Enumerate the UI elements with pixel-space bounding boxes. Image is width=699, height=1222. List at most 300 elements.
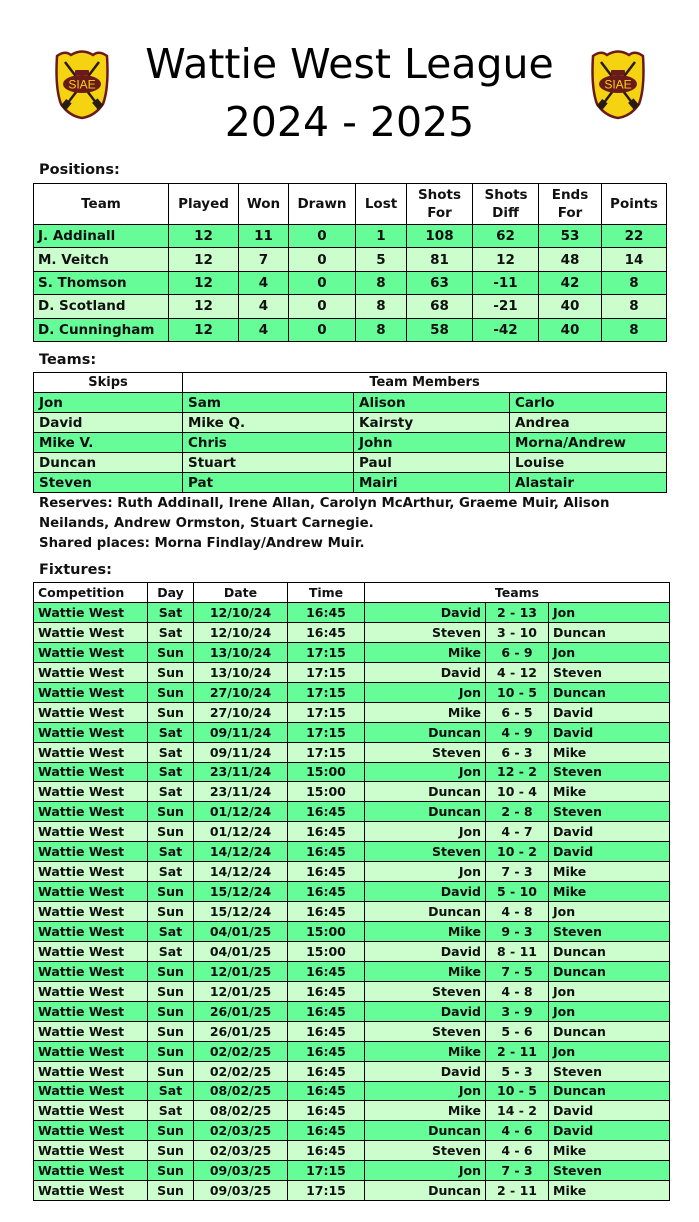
competition: Wattie West bbox=[34, 882, 148, 902]
won: 4 bbox=[239, 295, 289, 318]
day: Sun bbox=[148, 822, 194, 842]
score: 14 - 2 bbox=[486, 1101, 549, 1121]
won: 4 bbox=[239, 271, 289, 294]
drawn: 0 bbox=[289, 318, 356, 341]
day: Sun bbox=[148, 882, 194, 902]
fixture-row bbox=[34, 862, 670, 882]
fixture-row bbox=[34, 762, 670, 782]
competition: Wattie West bbox=[34, 941, 148, 961]
member-name: Mike Q. bbox=[183, 413, 354, 433]
time: 16:45 bbox=[288, 902, 365, 922]
time: 16:45 bbox=[288, 1001, 365, 1021]
time: 16:45 bbox=[288, 1021, 365, 1041]
lost: 8 bbox=[356, 295, 407, 318]
fixture-row bbox=[34, 882, 670, 902]
score: 4 - 12 bbox=[486, 662, 549, 682]
home-team: Jon bbox=[365, 762, 486, 782]
day: Sun bbox=[148, 1061, 194, 1081]
date: 09/03/25 bbox=[194, 1161, 288, 1181]
home-team: Duncan bbox=[365, 722, 486, 742]
score: 7 - 5 bbox=[486, 961, 549, 981]
skip-name: Jon bbox=[34, 393, 183, 413]
home-team: Jon bbox=[365, 682, 486, 702]
day: Sun bbox=[148, 1141, 194, 1161]
away-team: David bbox=[549, 1101, 670, 1121]
score: 5 - 6 bbox=[486, 1021, 549, 1041]
team-name: D. Cunningham bbox=[34, 318, 169, 341]
drawn: 0 bbox=[289, 225, 356, 248]
day: Sun bbox=[148, 802, 194, 822]
time: 16:45 bbox=[288, 1061, 365, 1081]
fixture-row bbox=[34, 742, 670, 762]
date: 15/12/24 bbox=[194, 882, 288, 902]
page-title: Wattie West League bbox=[145, 40, 554, 88]
away-team: Mike bbox=[549, 1141, 670, 1161]
day: Sat bbox=[148, 742, 194, 762]
reserves-text: Reserves: Ruth Addinall, Irene Allan, Carolyn McArthur, Graeme Muir, Alison Neilands, Andrew Ormston, Stuart Carnegie. bbox=[39, 496, 610, 531]
member-name: Sam bbox=[183, 393, 354, 413]
home-team: Steven bbox=[365, 981, 486, 1001]
score: 10 - 5 bbox=[486, 1081, 549, 1101]
day: Sun bbox=[148, 1001, 194, 1021]
member-name: Alastair bbox=[510, 473, 667, 493]
teams-table bbox=[33, 372, 667, 493]
home-team: David bbox=[365, 662, 486, 682]
shots-for: 108 bbox=[407, 225, 473, 248]
away-team: Duncan bbox=[549, 941, 670, 961]
home-team: Jon bbox=[365, 822, 486, 842]
fixture-row bbox=[34, 722, 670, 742]
won: 7 bbox=[239, 248, 289, 271]
date: 01/12/24 bbox=[194, 822, 288, 842]
score: 2 - 13 bbox=[486, 603, 549, 623]
team-name: D. Scotland bbox=[34, 295, 169, 318]
col-time: Time bbox=[288, 583, 365, 603]
away-team: Steven bbox=[549, 1061, 670, 1081]
away-team: Mike bbox=[549, 862, 670, 882]
date: 02/03/25 bbox=[194, 1121, 288, 1141]
score: 5 - 10 bbox=[486, 882, 549, 902]
col-day: Day bbox=[148, 583, 194, 603]
time: 17:15 bbox=[288, 722, 365, 742]
competition: Wattie West bbox=[34, 842, 148, 862]
away-team: Mike bbox=[549, 882, 670, 902]
away-team: Steven bbox=[549, 922, 670, 942]
date: 12/10/24 bbox=[194, 622, 288, 642]
standings-row bbox=[34, 318, 667, 341]
time: 15:00 bbox=[288, 762, 365, 782]
fixture-row bbox=[34, 1041, 670, 1061]
fixture-row bbox=[34, 922, 670, 942]
lost: 5 bbox=[356, 248, 407, 271]
score: 3 - 9 bbox=[486, 1001, 549, 1021]
points: 8 bbox=[602, 295, 667, 318]
home-team: Duncan bbox=[365, 1181, 486, 1201]
shots-for: 63 bbox=[407, 271, 473, 294]
fixture-row bbox=[34, 1161, 670, 1181]
team-row bbox=[34, 393, 667, 413]
col-ends-for bbox=[539, 184, 602, 225]
col-ends-for-label: Ends For bbox=[551, 187, 589, 221]
shots-diff: -21 bbox=[473, 295, 539, 318]
won: 11 bbox=[239, 225, 289, 248]
home-team: Jon bbox=[365, 1081, 486, 1101]
competition: Wattie West bbox=[34, 642, 148, 662]
day: Sun bbox=[148, 1181, 194, 1201]
date: 12/10/24 bbox=[194, 603, 288, 623]
teams-header-row bbox=[34, 373, 667, 393]
fixtures-heading: Fixtures: bbox=[39, 562, 112, 578]
day: Sun bbox=[148, 682, 194, 702]
score: 2 - 11 bbox=[486, 1181, 549, 1201]
competition: Wattie West bbox=[34, 961, 148, 981]
time: 15:00 bbox=[288, 922, 365, 942]
competition: Wattie West bbox=[34, 902, 148, 922]
fixture-row bbox=[34, 662, 670, 682]
competition: Wattie West bbox=[34, 782, 148, 802]
home-team: Mike bbox=[365, 1041, 486, 1061]
day: Sat bbox=[148, 782, 194, 802]
col-lost: Lost bbox=[356, 184, 407, 225]
date: 04/01/25 bbox=[194, 941, 288, 961]
standings-row bbox=[34, 225, 667, 248]
away-team: Jon bbox=[549, 1041, 670, 1061]
date: 23/11/24 bbox=[194, 762, 288, 782]
skip-name: Mike V. bbox=[34, 433, 183, 453]
shared-places-text: Shared places: Morna Findlay/Andrew Muir. bbox=[39, 536, 365, 551]
points: 8 bbox=[602, 271, 667, 294]
date: 12/01/25 bbox=[194, 961, 288, 981]
drawn: 0 bbox=[289, 271, 356, 294]
away-team: Jon bbox=[549, 642, 670, 662]
competition: Wattie West bbox=[34, 1181, 148, 1201]
score: 6 - 3 bbox=[486, 742, 549, 762]
away-team: Steven bbox=[549, 662, 670, 682]
day: Sun bbox=[148, 1021, 194, 1041]
ends-for: 53 bbox=[539, 225, 602, 248]
score: 4 - 6 bbox=[486, 1121, 549, 1141]
score: 2 - 11 bbox=[486, 1041, 549, 1061]
score: 3 - 10 bbox=[486, 622, 549, 642]
date: 08/02/25 bbox=[194, 1081, 288, 1101]
day: Sun bbox=[148, 902, 194, 922]
competition: Wattie West bbox=[34, 862, 148, 882]
date: 01/12/24 bbox=[194, 802, 288, 822]
time: 16:45 bbox=[288, 1121, 365, 1141]
time: 17:15 bbox=[288, 702, 365, 722]
team-row bbox=[34, 473, 667, 493]
fixture-row bbox=[34, 1121, 670, 1141]
day: Sun bbox=[148, 662, 194, 682]
away-team: Jon bbox=[549, 603, 670, 623]
home-team: Jon bbox=[365, 862, 486, 882]
col-shots-for-label: Shots For bbox=[417, 187, 462, 221]
team-row bbox=[34, 453, 667, 473]
col-date: Date bbox=[194, 583, 288, 603]
competition: Wattie West bbox=[34, 1041, 148, 1061]
day: Sat bbox=[148, 603, 194, 623]
date: 15/12/24 bbox=[194, 902, 288, 922]
fixture-row bbox=[34, 622, 670, 642]
points: 14 bbox=[602, 248, 667, 271]
away-team: David bbox=[549, 842, 670, 862]
away-team: Duncan bbox=[549, 961, 670, 981]
score: 5 - 3 bbox=[486, 1061, 549, 1081]
shots-for: 81 bbox=[407, 248, 473, 271]
away-team: Mike bbox=[549, 1181, 670, 1201]
date: 14/12/24 bbox=[194, 862, 288, 882]
day: Sat bbox=[148, 1101, 194, 1121]
fixture-row bbox=[34, 822, 670, 842]
fixture-row bbox=[34, 642, 670, 662]
shots-diff: -42 bbox=[473, 318, 539, 341]
home-team: Mike bbox=[365, 961, 486, 981]
competition: Wattie West bbox=[34, 622, 148, 642]
time: 16:45 bbox=[288, 1101, 365, 1121]
col-teams: Teams bbox=[365, 583, 670, 603]
home-team: Steven bbox=[365, 842, 486, 862]
away-team: Jon bbox=[549, 1001, 670, 1021]
fixture-row bbox=[34, 1181, 670, 1201]
time: 16:45 bbox=[288, 622, 365, 642]
score: 6 - 5 bbox=[486, 702, 549, 722]
col-shots-diff bbox=[473, 184, 539, 225]
day: Sun bbox=[148, 1041, 194, 1061]
shots-diff: 62 bbox=[473, 225, 539, 248]
team-row bbox=[34, 433, 667, 453]
time: 16:45 bbox=[288, 822, 365, 842]
date: 27/10/24 bbox=[194, 702, 288, 722]
date: 09/11/24 bbox=[194, 742, 288, 762]
fixture-row bbox=[34, 1021, 670, 1041]
away-team: Steven bbox=[549, 762, 670, 782]
score: 7 - 3 bbox=[486, 862, 549, 882]
date: 26/01/25 bbox=[194, 1021, 288, 1041]
time: 17:15 bbox=[288, 682, 365, 702]
away-team: Steven bbox=[549, 802, 670, 822]
home-team: Steven bbox=[365, 1021, 486, 1041]
fixture-row bbox=[34, 802, 670, 822]
home-team: Mike bbox=[365, 702, 486, 722]
competition: Wattie West bbox=[34, 762, 148, 782]
col-played: Played bbox=[169, 184, 239, 225]
competition: Wattie West bbox=[34, 981, 148, 1001]
away-team: Steven bbox=[549, 1161, 670, 1181]
day: Sun bbox=[148, 642, 194, 662]
home-team: Steven bbox=[365, 622, 486, 642]
score: 4 - 8 bbox=[486, 981, 549, 1001]
fixture-row bbox=[34, 1101, 670, 1121]
home-team: David bbox=[365, 941, 486, 961]
member-name: Chris bbox=[183, 433, 354, 453]
day: Sun bbox=[148, 702, 194, 722]
score: 9 - 3 bbox=[486, 922, 549, 942]
time: 16:45 bbox=[288, 802, 365, 822]
day: Sat bbox=[148, 762, 194, 782]
fixture-row bbox=[34, 902, 670, 922]
home-team: Steven bbox=[365, 742, 486, 762]
played: 12 bbox=[169, 318, 239, 341]
fixture-row bbox=[34, 941, 670, 961]
fixture-row bbox=[34, 682, 670, 702]
home-team: Duncan bbox=[365, 782, 486, 802]
time: 16:45 bbox=[288, 1141, 365, 1161]
score: 4 - 8 bbox=[486, 902, 549, 922]
date: 09/11/24 bbox=[194, 722, 288, 742]
shots-diff: 12 bbox=[473, 248, 539, 271]
fixture-row bbox=[34, 1061, 670, 1081]
lost: 8 bbox=[356, 318, 407, 341]
competition: Wattie West bbox=[34, 1061, 148, 1081]
fixture-row bbox=[34, 782, 670, 802]
col-competition: Competition bbox=[34, 583, 148, 603]
drawn: 0 bbox=[289, 295, 356, 318]
date: 13/10/24 bbox=[194, 662, 288, 682]
standings-row bbox=[34, 295, 667, 318]
positions-table bbox=[33, 183, 667, 342]
fixtures-header-row bbox=[34, 583, 670, 603]
away-team: Duncan bbox=[549, 1021, 670, 1041]
ends-for: 40 bbox=[539, 318, 602, 341]
skip-name: David bbox=[34, 413, 183, 433]
skip-name: Duncan bbox=[34, 453, 183, 473]
date: 23/11/24 bbox=[194, 782, 288, 802]
col-won: Won bbox=[239, 184, 289, 225]
crest-text: SIAE bbox=[68, 77, 96, 92]
time: 17:15 bbox=[288, 662, 365, 682]
date: 27/10/24 bbox=[194, 682, 288, 702]
day: Sat bbox=[148, 922, 194, 942]
competition: Wattie West bbox=[34, 742, 148, 762]
competition: Wattie West bbox=[34, 1021, 148, 1041]
col-team-members: Team Members bbox=[183, 373, 667, 393]
points: 8 bbox=[602, 318, 667, 341]
ends-for: 48 bbox=[539, 248, 602, 271]
score: 10 - 4 bbox=[486, 782, 549, 802]
fixture-row bbox=[34, 702, 670, 722]
member-name: Carlo bbox=[510, 393, 667, 413]
time: 15:00 bbox=[288, 941, 365, 961]
day: Sat bbox=[148, 722, 194, 742]
won: 4 bbox=[239, 318, 289, 341]
member-name: Morna/Andrew bbox=[510, 433, 667, 453]
away-team: David bbox=[549, 822, 670, 842]
time: 17:15 bbox=[288, 742, 365, 762]
club-crest-icon bbox=[587, 48, 649, 120]
date: 02/02/25 bbox=[194, 1061, 288, 1081]
fixture-row bbox=[34, 603, 670, 623]
competition: Wattie West bbox=[34, 1101, 148, 1121]
date: 02/02/25 bbox=[194, 1041, 288, 1061]
day: Sat bbox=[148, 842, 194, 862]
home-team: David bbox=[365, 1061, 486, 1081]
competition: Wattie West bbox=[34, 603, 148, 623]
score: 4 - 6 bbox=[486, 1141, 549, 1161]
shots-for: 58 bbox=[407, 318, 473, 341]
team-name: M. Veitch bbox=[34, 248, 169, 271]
date: 02/03/25 bbox=[194, 1141, 288, 1161]
played: 12 bbox=[169, 271, 239, 294]
col-team: Team bbox=[34, 184, 169, 225]
away-team: Jon bbox=[549, 902, 670, 922]
away-team: David bbox=[549, 1121, 670, 1141]
competition: Wattie West bbox=[34, 822, 148, 842]
time: 16:45 bbox=[288, 862, 365, 882]
positions-header-row bbox=[34, 184, 667, 225]
competition: Wattie West bbox=[34, 662, 148, 682]
away-team: Mike bbox=[549, 782, 670, 802]
day: Sun bbox=[148, 981, 194, 1001]
score: 7 - 3 bbox=[486, 1161, 549, 1181]
standings-row bbox=[34, 271, 667, 294]
score: 10 - 2 bbox=[486, 842, 549, 862]
date: 14/12/24 bbox=[194, 842, 288, 862]
played: 12 bbox=[169, 225, 239, 248]
home-team: Duncan bbox=[365, 1121, 486, 1141]
home-team: Duncan bbox=[365, 902, 486, 922]
shots-diff: -11 bbox=[473, 271, 539, 294]
fixture-row bbox=[34, 961, 670, 981]
fixture-row bbox=[34, 1001, 670, 1021]
home-team: Steven bbox=[365, 1141, 486, 1161]
away-team: David bbox=[549, 702, 670, 722]
time: 16:45 bbox=[288, 882, 365, 902]
date: 13/10/24 bbox=[194, 642, 288, 662]
away-team: Jon bbox=[549, 981, 670, 1001]
home-team: David bbox=[365, 882, 486, 902]
points: 22 bbox=[602, 225, 667, 248]
time: 16:45 bbox=[288, 603, 365, 623]
time: 16:45 bbox=[288, 1081, 365, 1101]
time: 17:15 bbox=[288, 1161, 365, 1181]
score: 4 - 7 bbox=[486, 822, 549, 842]
member-name: Kairsty bbox=[354, 413, 510, 433]
positions-heading: Positions: bbox=[39, 162, 120, 178]
away-team: Duncan bbox=[549, 682, 670, 702]
home-team: Mike bbox=[365, 642, 486, 662]
played: 12 bbox=[169, 248, 239, 271]
score: 6 - 9 bbox=[486, 642, 549, 662]
away-team: David bbox=[549, 722, 670, 742]
season-subtitle: 2024 - 2025 bbox=[224, 98, 475, 146]
date: 09/03/25 bbox=[194, 1181, 288, 1201]
competition: Wattie West bbox=[34, 1141, 148, 1161]
crest-text: SIAE bbox=[604, 77, 632, 92]
member-name: Stuart bbox=[183, 453, 354, 473]
ends-for: 42 bbox=[539, 271, 602, 294]
home-team: David bbox=[365, 603, 486, 623]
col-drawn: Drawn bbox=[289, 184, 356, 225]
drawn: 0 bbox=[289, 248, 356, 271]
competition: Wattie West bbox=[34, 722, 148, 742]
score: 10 - 5 bbox=[486, 682, 549, 702]
home-team: Duncan bbox=[365, 802, 486, 822]
ends-for: 40 bbox=[539, 295, 602, 318]
score: 12 - 2 bbox=[486, 762, 549, 782]
fixture-row bbox=[34, 842, 670, 862]
score: 4 - 9 bbox=[486, 722, 549, 742]
team-row bbox=[34, 413, 667, 433]
date: 04/01/25 bbox=[194, 922, 288, 942]
competition: Wattie West bbox=[34, 1001, 148, 1021]
team-name: J. Addinall bbox=[34, 225, 169, 248]
member-name: Mairi bbox=[354, 473, 510, 493]
lost: 1 bbox=[356, 225, 407, 248]
fixture-row bbox=[34, 1081, 670, 1101]
fixture-row bbox=[34, 1141, 670, 1161]
competition: Wattie West bbox=[34, 922, 148, 942]
fixture-row bbox=[34, 981, 670, 1001]
